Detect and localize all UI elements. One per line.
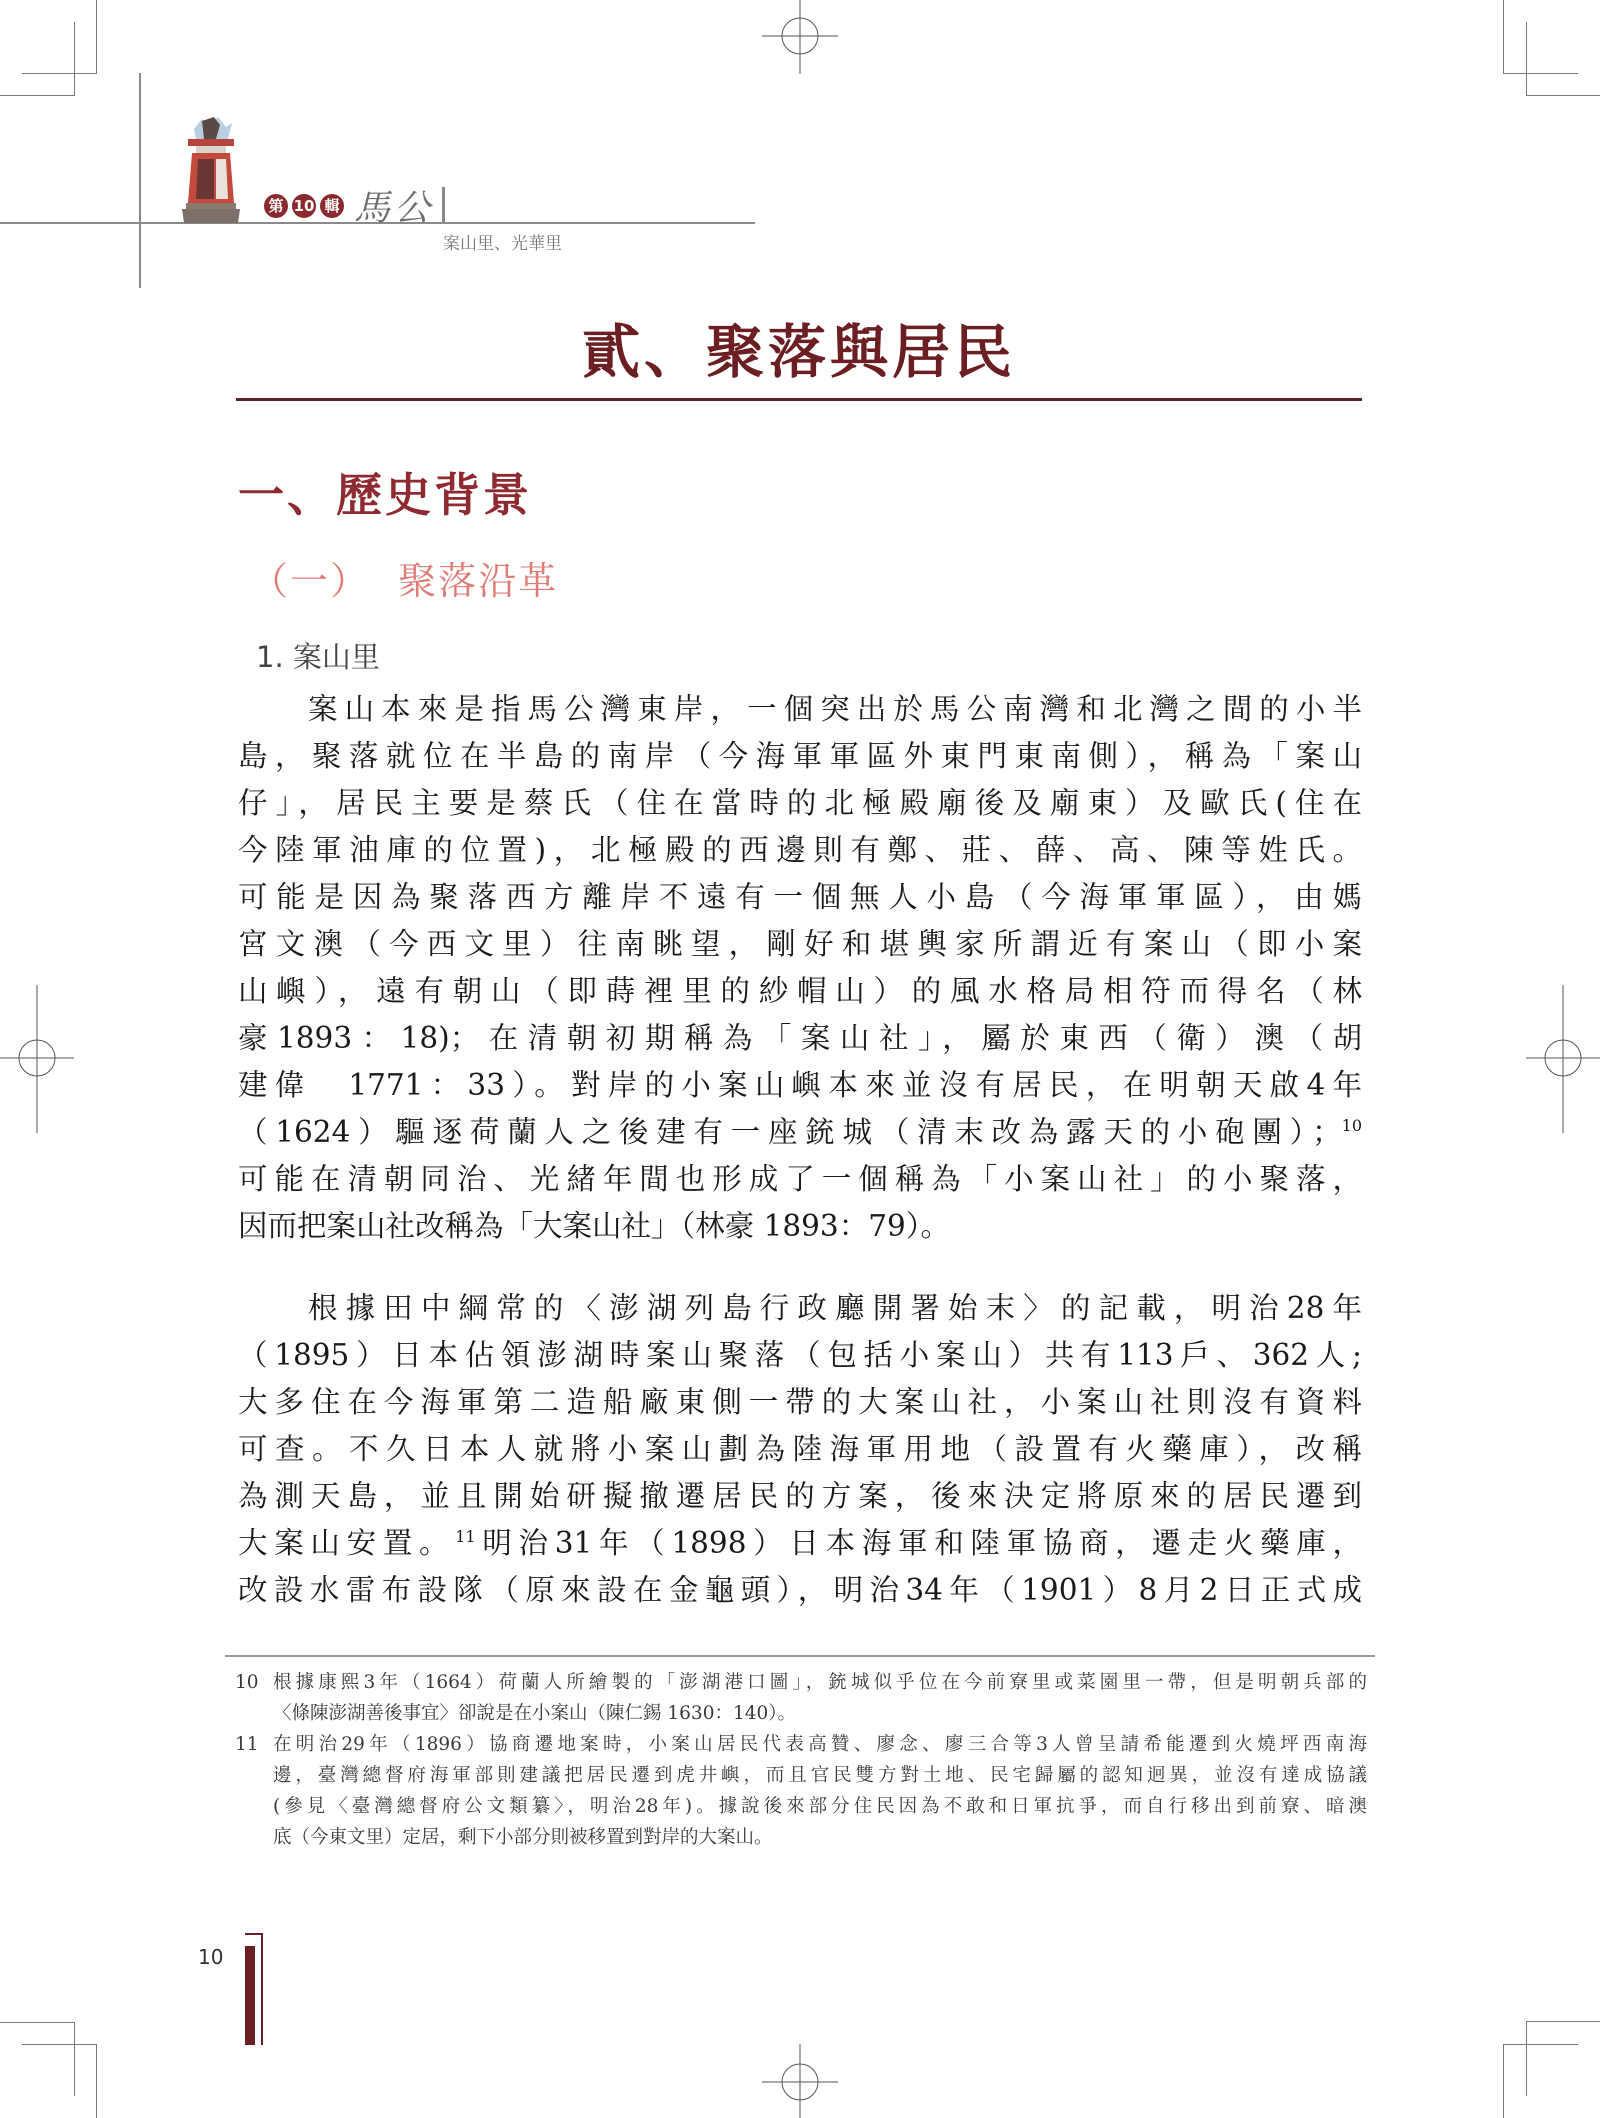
text-line: 今陸軍油庫的位置)，北極殿的西邊則有鄭、莊、薛、高、陳等姓氏。 [238,833,1362,867]
text-line: 建偉 1771：33）。對岸的小案山嶼本來並沒有居民，在明朝天啟4年 [238,1068,1362,1102]
header-subtitle: 案山里、光華里 [443,234,562,254]
paragraph [238,686,1362,1250]
text-line [238,1520,1362,1567]
crop-mark [0,95,75,96]
text-line: 山嶼），遠有朝山（即蒔裡里的紗帽山）的風水格局相符而得名（林 [238,974,1362,1008]
footnote-number: 11 [235,1734,259,1755]
text-line: 根據田中綱常的〈澎湖列島行政廳開署始末〉的記載，明治28年 [308,1291,1362,1325]
monument-icon [180,115,242,223]
footnote-continuation [235,1760,1367,1791]
footnote-text: 在明治29年（1896）協商遷地案時，小案山居民代表高贊、廖念、廖三合等3人曾呈請希能遷到火燒坪西南海 [273,1734,1367,1755]
item-title: 1. 案山里 [256,640,380,674]
footnote-text: 根據康熙3年（1664）荷蘭人所繪製的「澎湖港口圖」，銃城似乎位在今前寮里或菜園里一帶，但是明朝兵部的 [273,1672,1367,1693]
footnote-ref[interactable]: 11 [455,1527,476,1547]
text-line-body: 明治31年（1898）日本海軍和陸軍協商，遷走火藥庫， [475,1526,1362,1560]
crop-mark [1526,2021,1600,2022]
footnote-ref[interactable]: 10 [1341,1116,1362,1136]
crop-mark [22,73,97,74]
footnote-text: 邊，臺灣總督府海軍部則建議把居民遷到虎井嶼，而且官民雙方對土地、民宅歸屬的認知迥異，並沒有達成協議 [273,1765,1367,1786]
text-line: 宮文澳（今西文里）往南眺望，剛好和堪輿家所謂近有案山（即小案 [238,927,1362,961]
crop-mark [74,2022,75,2096]
text-line: 案山本來是指馬公灣東岸，一個突出於馬公南灣和北灣之間的小半 [308,692,1362,726]
text-line: 因而把案山社改稱為「大案山社」（林豪 1893：79）。 [238,1209,950,1243]
footnote-number: 10 [235,1672,259,1693]
text-line: 可能是因為聚落西方離岸不遠有一個無人小島（今海軍軍區），由媽 [238,880,1362,914]
footnotes [235,1667,1367,1853]
crop-mark [96,0,97,73]
registration-mark-left [0,983,76,1133]
subsection-title [250,550,558,605]
crop-mark [74,22,75,96]
crop-mark [1526,95,1600,96]
footnote-continuation [235,1822,1367,1853]
footnote-text: 底（今東文里）定居，剩下小部分則被移置到對岸的大案山。 [273,1827,773,1848]
footnote-continuation [235,1791,1367,1822]
volume-badge-prefix: 第 [264,194,288,218]
crop-mark [0,2022,75,2023]
footnote [235,1667,1367,1698]
text-line: 可能在清朝同治、光緒年間也形成了一個稱為「小案山社」的小聚落， [238,1162,1362,1196]
brand-title: 馬公 [354,188,435,229]
text-line: 大多住在今海軍第二造船廠東側一帶的大案山社，小案山社則沒有資料 [238,1385,1362,1419]
text-line: 改設水雷布設隊（原來設在金龜頭），明治34年（1901）8月2日正式成 [238,1573,1362,1607]
brand-divider [442,187,445,222]
crop-mark [1526,2021,1527,2096]
registration-mark-bottom [762,2042,838,2118]
subsection-number: （一） [250,559,371,603]
chapter-title: 貳、聚落與居民 [581,318,1016,386]
text-line: 為測天島，並且開始研擬撤遷居民的方案，後來決定將原來的居民遷到 [238,1479,1362,1513]
crop-mark [1503,2044,1578,2045]
crop-mark [1503,2044,1504,2118]
registration-mark-right [1525,983,1600,1133]
text-line: 豪1893：18)；在清朝初期稱為「案山社」，屬於東西（衛）澳（胡 [238,1021,1362,1055]
text-line: 仔」，居民主要是蔡氏（住在當時的北極殿廟後及廟東）及歐氏(住在 [238,786,1362,820]
footnote-continuation [235,1698,1367,1729]
subsection-label: 聚落沿革 [398,559,559,603]
crop-mark [96,2044,97,2118]
text-line-body: 大案山安置。 [238,1526,456,1560]
page-marker-bar [245,1946,255,2045]
registration-mark-top [762,0,838,76]
crop-mark [1503,73,1578,74]
text-line [238,1109,1362,1156]
crop-mark [1503,0,1504,73]
section-title: 一、歷史背景 [238,468,532,522]
header-vertical-rule [139,73,141,288]
text-line-body: （1624）驅逐荷蘭人之後建有一座銃城（清末改為露天的小砲團）； [238,1115,1342,1149]
footnote-text: 〈條陳澎湖善後事宜〉卻說是在小案山（陳仁錫 1630：140）。 [273,1703,797,1724]
paragraph [238,1285,1362,1614]
crop-mark [22,2044,97,2045]
chapter-rule [236,398,1362,401]
crop-mark [1526,22,1527,96]
footnote-rule [225,1655,1375,1657]
text-line: 島，聚落就位在半島的南岸（今海軍軍區外東門東南側），稱為「案山 [238,739,1362,773]
footnote [235,1729,1367,1760]
volume-badge-number: 10 [292,194,316,218]
text-line: 可查。不久日本人就將小案山劃為陸海軍用地（設置有火藥庫），改稱 [238,1432,1362,1466]
text-line: （1895）日本佔領澎湖時案山聚落（包括小案山）共有113戶、362人; [238,1338,1362,1372]
page-marker-line [261,1934,263,2045]
volume-badge-suffix: 輯 [320,194,344,218]
footnote-text: (參見〈臺灣總督府公文類纂〉，明治28年)。據說後來部分住民因為不敢和日軍抗爭，而自行移出到前寮、暗澳 [273,1796,1367,1817]
page-number: 10 [198,1945,224,1969]
